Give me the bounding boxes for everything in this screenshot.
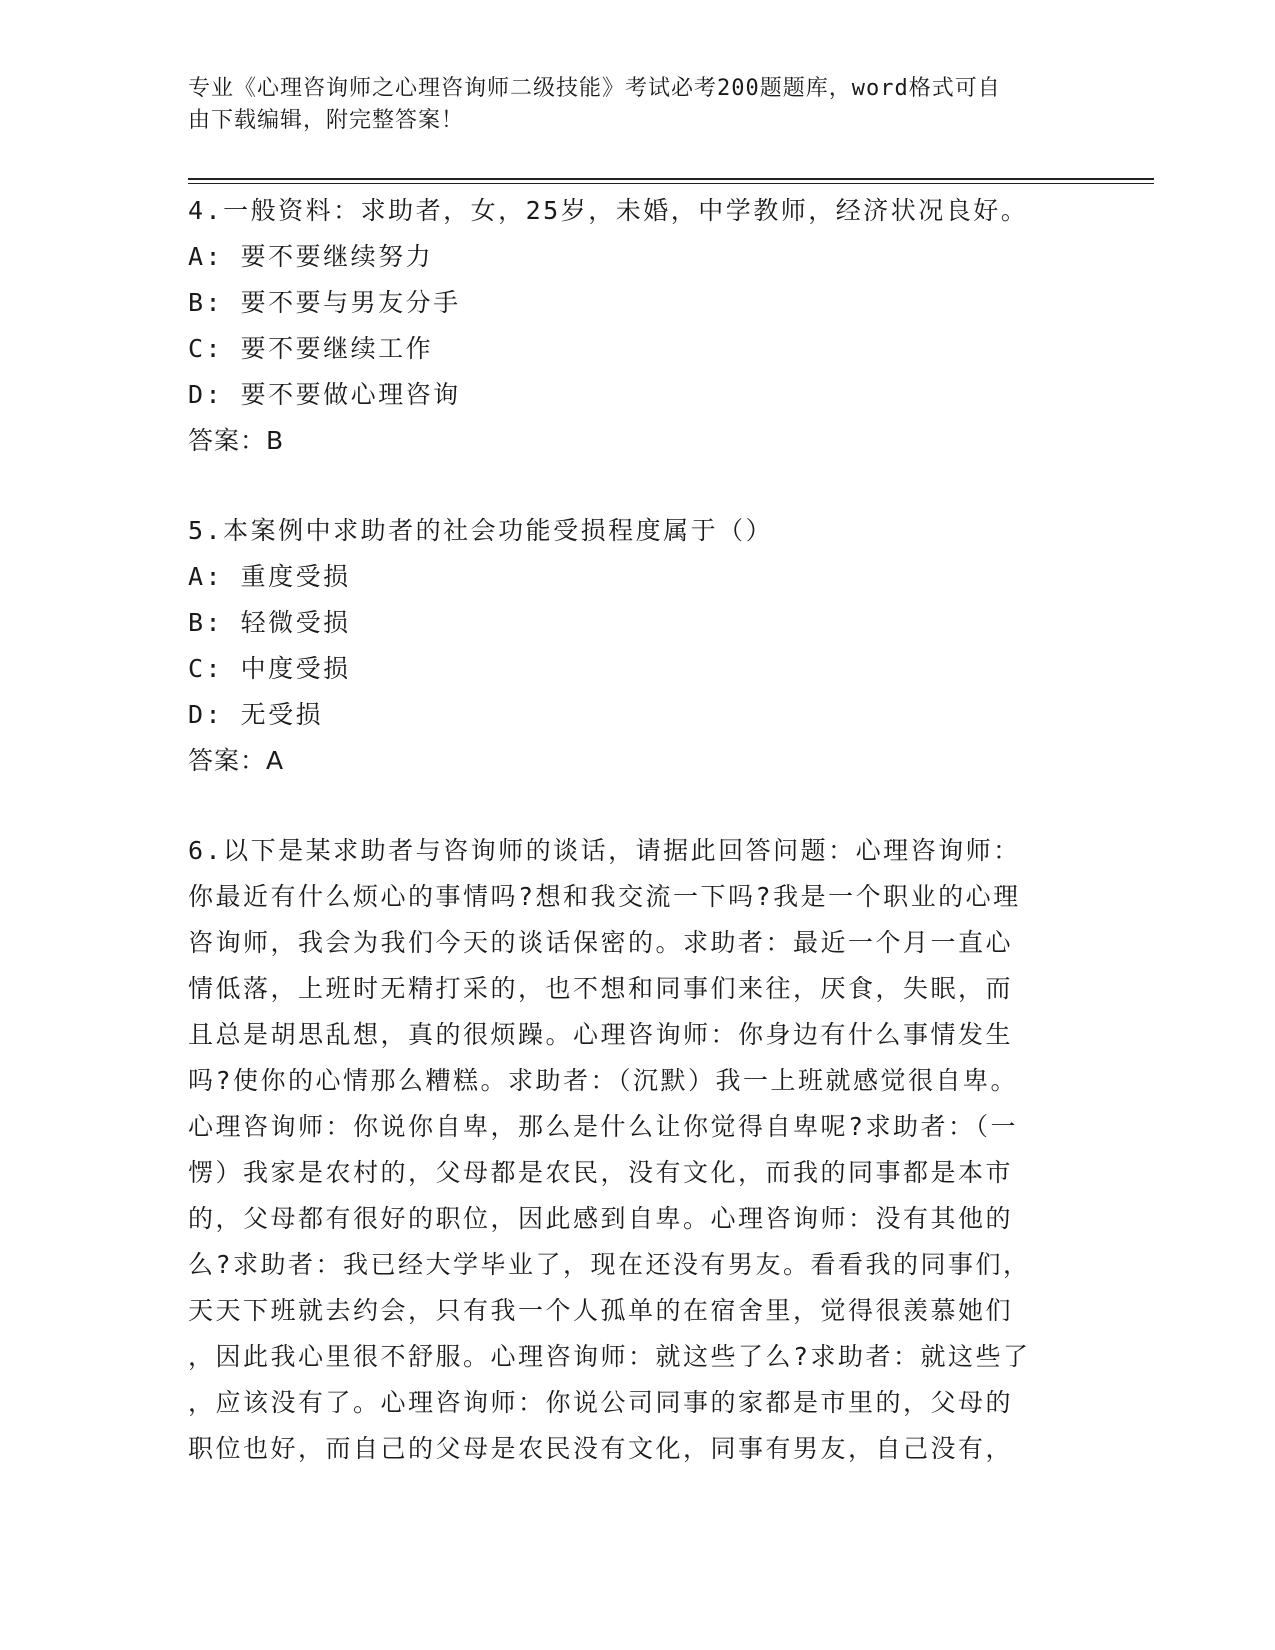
- passage-line: ，应该没有了。心理咨询师：你说公司同事的家都是市里的，父母的: [188, 1388, 1014, 1417]
- passage-line: 天天下班就去约会，只有我一个人孤单的在宿舍里，觉得很羡慕她们: [188, 1296, 1014, 1325]
- header-divider-thin: [188, 183, 1154, 184]
- passage-line: 且总是胡思乱想，真的很烦躁。心理咨询师：你身边有什么事情发生: [188, 1020, 1014, 1049]
- option-c: C: 中度受损: [188, 654, 351, 683]
- spacer: [188, 464, 1068, 508]
- passage-line: 情低落，上班时无精打采的，也不想和同事们来往，厌食，失眠，而: [188, 974, 1014, 1003]
- question-stem: 5.本案例中求助者的社会功能受损程度属于（）: [188, 516, 774, 545]
- option-b: B: 要不要与男友分手: [188, 288, 461, 317]
- header-note: [188, 73, 1068, 137]
- header-note-line: 专业《心理咨询师之心理咨询师二级技能》考试必考200题题库，word格式可自: [188, 76, 1001, 101]
- question-block: [188, 508, 1068, 784]
- passage-line: 职位也好，而自己的父母是农民没有文化，同事有男友，自己没有，: [188, 1434, 1014, 1463]
- passage-line: ，因此我心里很不舒服。心理咨询师：就这些了么?求助者：就这些了: [188, 1342, 1031, 1371]
- passage-line: 吗?使你的心情那么糟糕。求助者：（沉默）我一上班就感觉很自卑。: [188, 1066, 1019, 1095]
- passage-line: 你最近有什么烦心的事情吗?想和我交流一下吗?我是一个职业的心理: [188, 882, 1021, 911]
- passage-line: 心理咨询师：你说你自卑，那么是什么让你觉得自卑呢?求助者：（一: [188, 1112, 1019, 1141]
- passage-line: 愣）我家是农村的，父母都是农民，没有文化，而我的同事都是本市: [188, 1158, 1014, 1187]
- question-stem: 4.一般资料：求助者，女，25岁，未婚，中学教师，经济状况良好。: [188, 196, 1029, 225]
- option-d: D: 无受损: [188, 700, 324, 729]
- option-a: A: 要不要继续努力: [188, 242, 434, 271]
- answer-label: 答案：B: [188, 426, 285, 455]
- header-note-line: 由下载编辑，附完整答案！: [188, 108, 465, 133]
- option-d: D: 要不要做心理咨询: [188, 380, 461, 409]
- question-block: [188, 188, 1068, 464]
- option-a: A: 重度受损: [188, 562, 351, 591]
- header-divider-thick: [188, 178, 1154, 180]
- passage-line: 么?求助者：我已经大学毕业了，现在还没有男友。看看我的同事们，: [188, 1250, 1031, 1279]
- spacer: [188, 784, 1068, 828]
- passage-line: 6.以下是某求助者与咨询师的谈话，请据此回答问题：心理咨询师：: [188, 836, 1021, 865]
- option-c: C: 要不要继续工作: [188, 334, 434, 363]
- passage-question: [188, 828, 1068, 1472]
- document-body: [188, 188, 1068, 1472]
- passage-line: 咨询师，我会为我们今天的谈话保密的。求助者：最近一个月一直心: [188, 928, 1014, 957]
- passage-line: 的，父母都有很好的职位，因此感到自卑。心理咨询师：没有其他的: [188, 1204, 1014, 1233]
- answer-label: 答案：A: [188, 746, 285, 775]
- option-b: B: 轻微受损: [188, 608, 351, 637]
